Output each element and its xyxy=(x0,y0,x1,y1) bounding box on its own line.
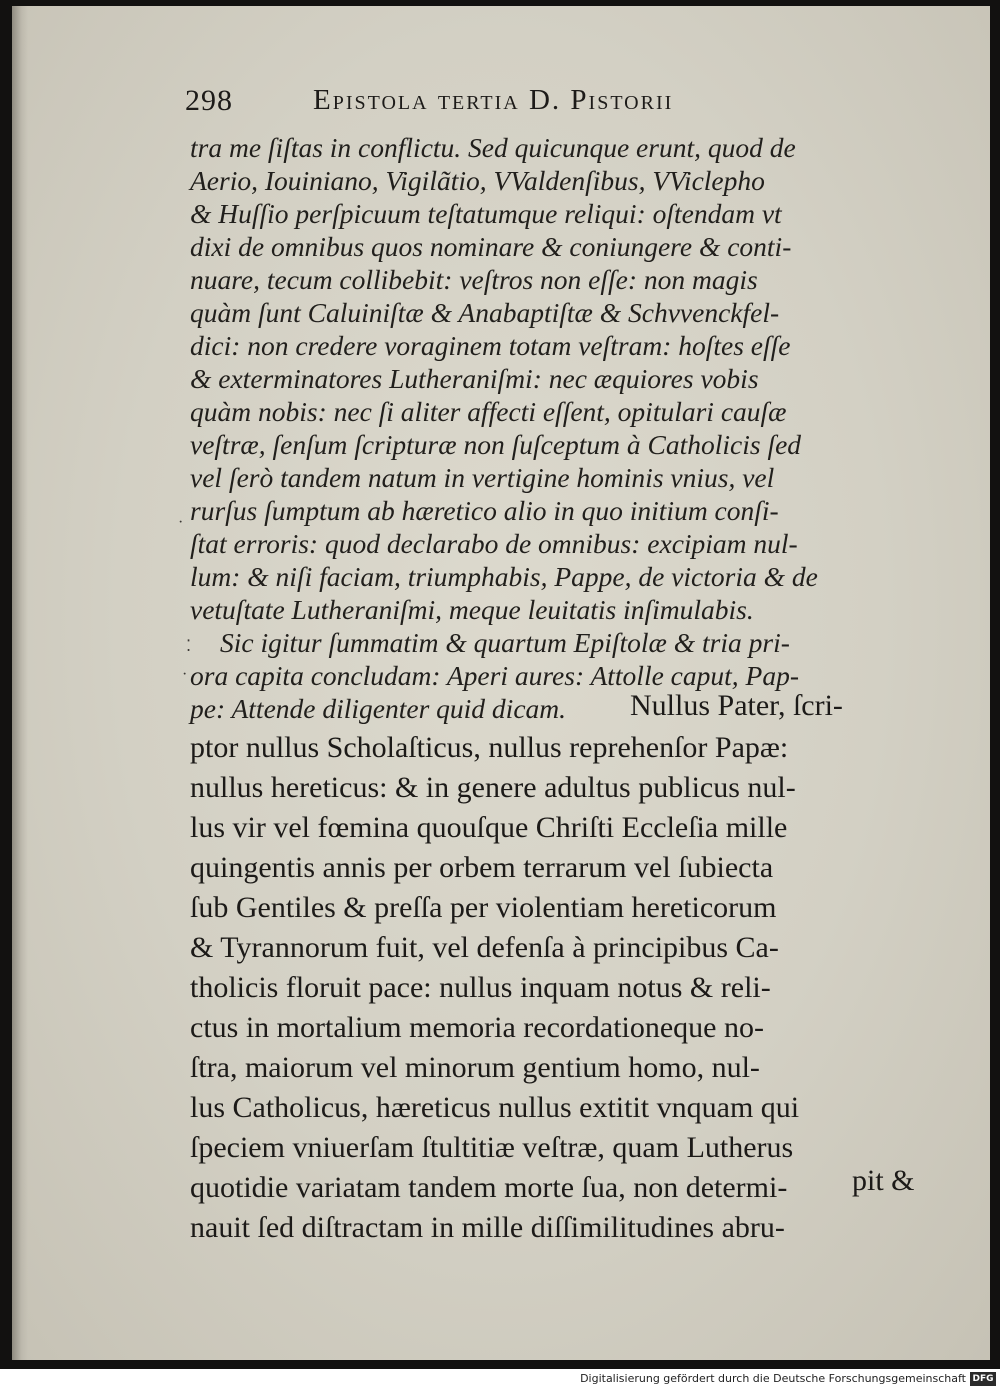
text-line: lus vir vel fœmina quouſque Chriſti Eccleſia mille xyxy=(190,811,788,844)
ink-speck: ⁚ xyxy=(186,638,192,655)
text-line: tra me ſiſtas in conflictu. Sed quicunque erunt, quod de xyxy=(190,132,796,163)
text-line: nuare, tecum collibebit: veſtros non eſſe: non magis xyxy=(190,264,758,295)
text-line: vetuſtate Lutheraniſmi, meque leuitatis inſimulabis. xyxy=(190,594,754,625)
paragraph-start-line: Sic igitur ſummatim & quartum Epiſtolæ & tria pri- xyxy=(220,627,790,658)
text-line-roman-start: Nullus Pater, ſcri- xyxy=(630,689,843,722)
ink-speck: · xyxy=(178,514,184,531)
text-line: & Huſſio perſpicuum teſtatumque reliqui: oſtendam vt xyxy=(190,198,782,229)
page-number: 298 xyxy=(185,84,233,117)
dfg-logo: DFG xyxy=(970,1372,996,1386)
text-line: quàm ſunt Caluiniſtæ & Anabaptiſtæ & Schvvenckfel- xyxy=(190,297,780,328)
text-line: nauit ſed diſtractam in mille diſſimilitudines abru- xyxy=(190,1211,785,1244)
ink-speck: · xyxy=(182,666,188,683)
text-line: ſpeciem vniuerſam ſtultitiæ veſtræ, quam Lutherus xyxy=(190,1131,794,1164)
book-page xyxy=(12,6,990,1360)
text-line: ſtat erroris: quod declarabo de omnibus: excipiam nul- xyxy=(190,528,798,559)
text-line: rurſus ſumptum ab hæretico alio in quo initium conſi- xyxy=(190,495,779,526)
text-line: tholicis floruit pace: nullus inquam notus & reli- xyxy=(190,971,771,1004)
text-line: nullus hereticus: & in genere adultus publicus nul- xyxy=(190,771,796,804)
text-line: dixi de omnibus quos nominare & coniungere & conti- xyxy=(190,231,792,262)
text-line: quingentis annis per orbem terrarum vel ſubiecta xyxy=(190,851,774,884)
text-line: lum: & niſi faciam, triumphabis, Pappe, de victoria & de xyxy=(190,561,818,592)
text-line: ptor nullus Scholaſticus, nullus reprehenſor Papæ: xyxy=(190,731,789,764)
page-header xyxy=(185,84,885,128)
text-line: lus Catholicus, hæreticus nullus extitit vnquam qui xyxy=(190,1091,800,1124)
text-line: & Tyrannorum fuit, vel defenſa à principibus Ca- xyxy=(190,931,779,964)
footer-bar xyxy=(0,1369,1000,1391)
text-line: quotidie variatam tandem morte ſua, non determi- xyxy=(190,1171,788,1204)
text-line: pe: Attende diligenter quid dicam. xyxy=(190,693,567,724)
text-line: & exterminatores Lutheraniſmi: nec æquiores vobis xyxy=(190,363,759,394)
text-line: ora capita concludam: Aperi aures: Attolle caput, Pap- xyxy=(190,660,799,691)
text-line: ſub Gentiles & preſſa per violentiam hereticorum xyxy=(190,891,777,924)
text-line: ctus in mortalium memoria recordationeque no- xyxy=(190,1011,764,1044)
digitization-credit: Digitalisierung gefördert durch die Deutsche Forschungsgemeinschaft xyxy=(580,1372,966,1385)
catchword: pit & xyxy=(852,1164,915,1197)
text-line: Aerio, Iouiniano, Vigilãtio, VValdenſibus, VViclepho xyxy=(190,165,765,196)
text-line: dici: non credere voraginem totam veſtram: hoſtes eſſe xyxy=(190,330,791,361)
text-line: veſtræ, ſenſum ſcripturæ non ſuſceptum à Catholicis ſed xyxy=(190,429,802,460)
text-line: vel ſerò tandem natum in vertigine hominis vnius, vel xyxy=(190,462,775,493)
text-line: ſtra, maiorum vel minorum gentium homo, nul- xyxy=(190,1051,760,1084)
running-head: Epistola tertia D. Pistorii xyxy=(313,84,674,116)
text-line: quàm nobis: nec ſi aliter affecti eſſent, opitulari cauſæ xyxy=(190,396,787,427)
